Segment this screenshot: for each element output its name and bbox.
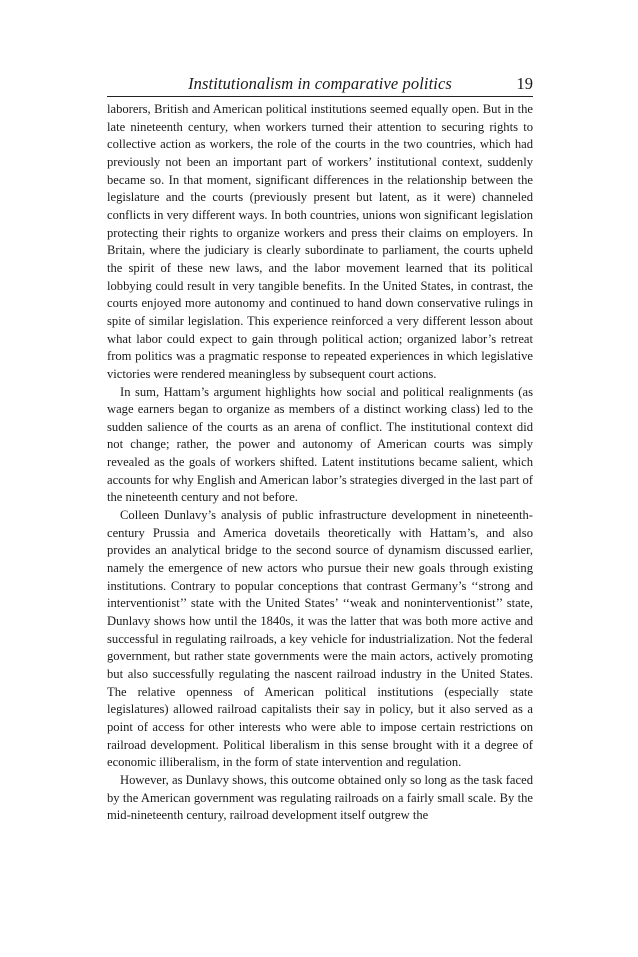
paragraph-3: Colleen Dunlavy’s analysis of public infrastructure development in nineteenth-century Prussia and America dovetails theoretically with Hattam’s, and also provides an analytical bridge to the second source of dynamism discussed earlier, namely the emergence of new actors who pursue their new goals through existing institutions. Contrary to popular conceptions that contrast Germany’s ‘‘strong and interventionist’’ state with the United States’ ‘‘weak and noninterventionist’’ state, Dunlavy shows how until the 1840s, it was the latter that was both more active and successful in regulating railroads, a key vehicle for industrialization. Not the federal government, but rather state governments were the main actors, actively promoting but also successfully regulating the nascent railroad industry in the United States. The relative openness of American political institutions (especially state legislatures) allowed railroad capitalists their say in policy, but it also served as a point of access for other interests who were able to impose certain restrictions on railroad development. Political liberalism in this sense brought with it a degree of economic illiberalism, in the form of state intervention and regulation. <box>107 508 533 770</box>
body-text <box>107 101 533 825</box>
paragraph-1: laborers, British and American political institutions seemed equally open. But in the late nineteenth century, when workers turned their attention to securing rights to collective action as workers, the role of the courts in the two countries, which had previously not been an important part of workers’ institutional context, suddenly became so. In that moment, significant differences in the relationship between the legislature and the courts (previously present but latent, as it were) channeled conflicts in very different ways. In both countries, unions won significant legislation protecting their rights to organize workers and press their claims on employers. In Britain, where the judiciary is clearly subordinate to parliament, the courts upheld the spirit of these new laws, and the labor movement learned that its political lobbying could result in very tangible benefits. In the United States, in contrast, the courts enjoyed more autonomy and continued to hand down conservative rulings in spite of similar legislation. This experience reinforced a very different lesson about what labor could expect to gain through political action; organized labor’s retreat from politics was a pragmatic response to repeated experiences in which legislative victories were rendered meaningless by subsequent court actions. <box>107 102 533 381</box>
running-head <box>107 72 533 97</box>
paragraph-2: In sum, Hattam’s argument highlights how social and political realignments (as wage earners began to organize as members of a distinct working class) led to the sudden salience of the courts as an arena of conflict. The institutional context did not change; rather, the power and autonomy of American courts was simply revealed as the goals of workers shifted. Latent institutions became salient, which accounts for why English and American labor’s strategies diverged in the last part of the nineteenth century and not before. <box>107 384 533 505</box>
paragraph-4: However, as Dunlavy shows, this outcome obtained only so long as the task faced by the American government was regulating railroads on a fairly small scale. By the mid-nineteenth century, railroad development itself outgrew the <box>107 772 533 823</box>
running-title: Institutionalism in comparative politics <box>188 74 452 93</box>
book-page <box>107 72 533 825</box>
page-number: 19 <box>516 74 533 93</box>
